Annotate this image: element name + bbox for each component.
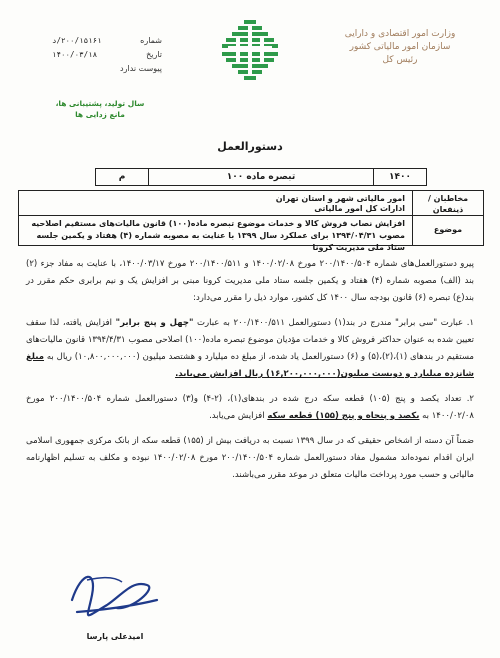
meta-attachment-row [52,62,162,76]
document-title: دستورالعمل [217,140,283,153]
clause-1-underlined: مبلغ شانزده میلیارد و دویست میلیون(۱۶,۲۰۰,۰۰۰,۰۰۰) ریال افزایش می‌یابد. [26,352,474,379]
letterhead-line1: وزارت امور اقتصادی و دارایی [344,29,456,39]
signature-icon [62,560,162,630]
addressee-value [276,194,405,214]
clause-2-underlined: یکصد و پنجاه و پنج (۱۵۵) قطعه سکه [267,411,420,421]
clause-2 [26,391,474,425]
band-code: م [118,172,126,182]
meta-attachment-label: پیوست ندارد [120,64,162,73]
clause-1-mid: افزایش یافته، لذا سقف تعیین شده به عنوان حداکثر فروش کالا و خدمات مؤدیان موضوع تبصره ماده(۱۰۰) اصلاحی مصوب ۱۳۹۴/۴/۳۱ قانون مالیات‌های مستقیم در بندهای (۱)،(۲)،(۵) و (۶) دستورالعمل یاد شده، از مبلغ ده میلیارد و هشتصد میلیون (۱۰,۸۰۰,۰۰۰,۰۰۰) ریال به [26,318,475,362]
addressee-line1: امور مالیاتی شهر و استان تهران [275,194,405,203]
band-article: تبصره ماده ۱۰۰ [148,169,373,185]
year-slogan-line2: مانع زدایی ها [75,110,125,119]
subject-text: افزایش نصاب فروش کالا و خدمات موضوع تبصره ماده(۱۰۰) قانون مالیات‌های مستقیم اصلاحیه مصوب ۱۳۹۴/۰۴/۳۱ برای عملکرد سال ۱۳۹۹ با عنایت به مصوبه شماره (۴) هفتاد و یکمین جلسه ستاد ملی مدیریت کرونا [31,219,405,252]
clause-1-pre: ۱. عبارت "سی برابر" مندرج در بند(۱) دستورالعمل ۲۰۰/۱۴۰۰/۵۱۱ به عبارت [193,318,474,328]
meta-number-value: ۲۰۰/۱۵۱۶۱/د [52,36,102,45]
document-body [26,256,474,488]
meta-date-label: تاریخ [146,50,162,59]
meta-date-value: ۱۴۰۰/۰۳/۱۸ [52,50,98,59]
subject-label: موضوع [433,225,463,234]
clause-2-pre: ۲. تعداد یکصد و پنج (۱۰۵) قطعه سکه درج شده در بندهای(۱)، (۲-۴) و(۳) دستورالعمل شماره ۲۰۰/۱۴۰۰/۵۰۴ مورخ ۱۴۰۰/۰۲/۰۸ به [26,394,474,421]
band-year: ۱۴۰۰ [373,169,426,185]
intro-paragraph: پیرو دستورالعمل‌های شماره ۲۰۰/۱۴۰۰/۵۰۴ مورخ ۱۴۰۰/۰۲/۰۸ و ۲۰۰/۱۴۰۰/۵۱۱ مورخ ۱۴۰۰/۰۳/۱۷، با عنایت به مفاد جزء (۲) بند (الف) مصوبه شماره (۴) هفتاد و یکمین جلسه ستاد ملی مدیریت کرونا مبنی بر افزایش یک و نیم برابری حکم مقرر در بند(ع) تبصره (۶) قانون بودجه سال ۱۴۰۰ کل کشور، موارد ذیل را مقرر می‌دارد: [26,259,474,303]
meta-number-label: شماره [140,36,162,45]
closing-paragraph: ضمناً آن دسته از اشخاص حقیقی که در سال ۱۳۹۹ نسبت به دریافت بیش از (۱۵۵) قطعه سکه از بانک مرکزی جمهوری اسلامی ایران اقدام نموده‌اند مشمول مفاد دستورالعمل شماره ۲۰۰/۱۴۰۰/۵۰۴ مورخ ۱۴۰۰/۰۲/۰۸ نبوده و مکلف به تسلیم اظهارنامه مالیاتی و حسب مورد پرداخت مالیات متعلق در موعد مقرر می‌باشند. [26,436,474,480]
tax-organization-logo-icon [218,18,282,82]
letterhead-line3: رئیس کل [382,55,418,65]
meta-number-row [52,34,162,48]
addressee-label: مخاطبان / ذینفعان [427,194,469,214]
clause-1 [26,315,474,383]
year-slogan-line1: سال تولید، پشتیبانی ها، [55,99,145,108]
letterhead-line2: سازمان امور مالیاتی کشور [349,42,451,52]
clause-1-bold: "چهل و پنج برابر" [115,318,194,328]
ministry-letterhead [340,28,460,67]
addressee-subject-table [18,190,484,252]
reference-band [95,168,427,186]
clause-2-post: افزایش می‌یابد. [209,411,268,421]
year-slogan [40,98,160,120]
table-divider [19,215,483,216]
letter-meta [52,34,162,76]
addressee-line2: ادارات کل امور مالیاتی [314,204,405,213]
signatory-name: امیدعلی پارسا [86,632,144,641]
meta-date-row [52,48,162,62]
